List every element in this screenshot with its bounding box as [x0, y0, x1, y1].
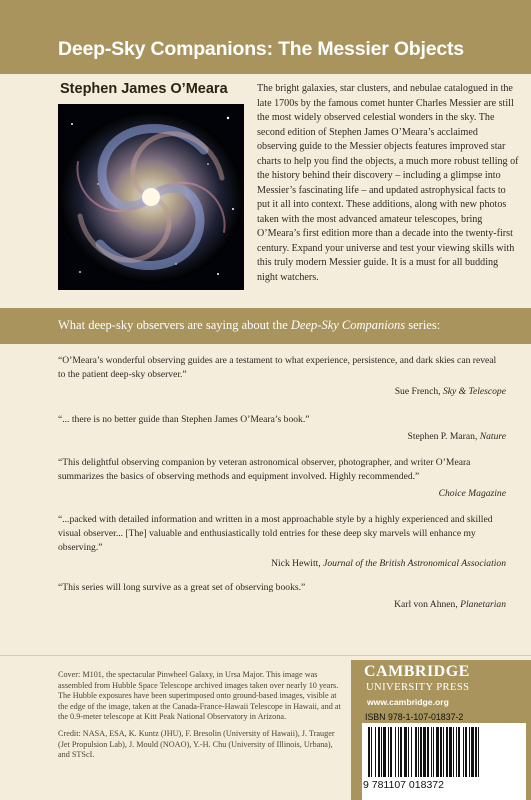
- quotes-heading-prefix: What deep-sky observers are saying about the: [58, 318, 291, 332]
- cover-credits: [58, 670, 341, 767]
- review-quote: [58, 413, 506, 444]
- quote-person: Nick Hewitt,: [271, 558, 324, 570]
- publisher-subtitle: UNIVERSITY PRESS: [366, 682, 470, 693]
- quote-attribution: [58, 430, 506, 444]
- quote-person: Stephen P. Maran,: [407, 430, 480, 442]
- quote-person: Karl von Ahnen,: [394, 598, 461, 610]
- quote-text: “This series will long survive as a great set of observing books.”: [58, 582, 306, 593]
- book-title: Deep-Sky Companions: The Messier Objects: [58, 38, 464, 60]
- quotes-heading-suffix: series:: [405, 318, 441, 332]
- publisher-url: www.cambridge.org: [367, 697, 449, 707]
- quotes-heading-series: Deep-Sky Companions: [290, 318, 406, 332]
- review-quote: [58, 581, 506, 612]
- review-quote: [58, 513, 506, 571]
- quote-attribution: [58, 487, 506, 501]
- pinwheel-galaxy-picture: [58, 104, 244, 290]
- review-quote: [58, 354, 506, 398]
- quote-source: Nature: [479, 430, 506, 442]
- barcode: [366, 727, 522, 779]
- review-quote: [58, 456, 506, 500]
- quote-source: Choice Magazine: [438, 487, 506, 499]
- barcode-digits: 9 781107 018372: [363, 779, 444, 791]
- quote-source: Sky & Telescope: [442, 385, 506, 397]
- quote-attribution: [58, 598, 506, 612]
- quote-source: Planetarian: [460, 598, 506, 610]
- book-description: The bright galaxies, star clusters, and nebulae catalogued in the late 1700s by the famous comet hunter Charles Messier are still the most widely observed celestial wonders in the sky. The second edition of Stephen James O’Meara’s acclaimed observing guide to the Messier objects features improved star charts to help you find the objects, a much more robust telling of the history behind their discovery – including a glimpse into Messier’s fascinating life – and updated astrophysical facts to put it all into context. These additions, along with new photos taken with the most advanced amateur telescopes, bring O’Meara’s first edition more than a decade into the twenty-first century. Expand your universe and test your viewing skills with this truly modern Messier guide. It is a must for all budding night watchers.: [257, 83, 519, 283]
- quote-text: “This delightful observing companion by veteran astronomical observer, photographer, and writer O’Meara summarizes the basics of observing methods and equipment involved. Highly recommended.”: [58, 457, 471, 482]
- cover-description: Cover: M101, the spectacular Pinwheel Galaxy, in Ursa Major. This image was assembled from Hubble Space Telescope archived images taken over nearly 10 years. The Hubble exposures have been superimposed onto ground-based images, visible at the edge of the image, taken at the Canada-France-Hawaii Telescope in Hawaii, and at the 0.9-meter telescope at Kitt Peak National Observatory in Arizona.: [58, 670, 341, 722]
- quote-person: Sue French,: [394, 385, 443, 397]
- quote-attribution: [58, 385, 506, 399]
- galaxy-image: [58, 104, 244, 290]
- author-name: Stephen James O’Meara: [60, 81, 228, 97]
- quote-text: “... there is no better guide than Stephen James O’Meara’s book.”: [58, 414, 310, 425]
- quote-text: “...packed with detailed information and written in a most approachable style by a highly experienced and skilled visual observer... [The] valuable and enthusiastically told entries for these deep sky marvels will enhance my observing.”: [58, 514, 493, 553]
- quotes-heading: [58, 318, 440, 333]
- divider: [0, 655, 531, 656]
- quote-text: “O’Meara’s wonderful observing guides are a testament to what experience, persistence, and dark skies can reveal to the patient deep-sky observer.”: [58, 355, 497, 380]
- isbn: ISBN 978-1-107-01837-2: [365, 712, 464, 722]
- header-band: [0, 0, 531, 74]
- publisher-name: CAMBRIDGE: [364, 663, 470, 680]
- image-credit: Credit: NASA, ESA, K. Kuntz (JHU), F. Bresolin (University of Hawaii), J. Trauger (Jet Propulsion Lab), J. Mould (NOAO), Y.-H. Chu (University of Illinois, Urbana), and STScI.: [58, 728, 335, 760]
- quote-attribution: [58, 557, 506, 571]
- quote-source: Journal of the British Astronomical Association: [323, 558, 506, 570]
